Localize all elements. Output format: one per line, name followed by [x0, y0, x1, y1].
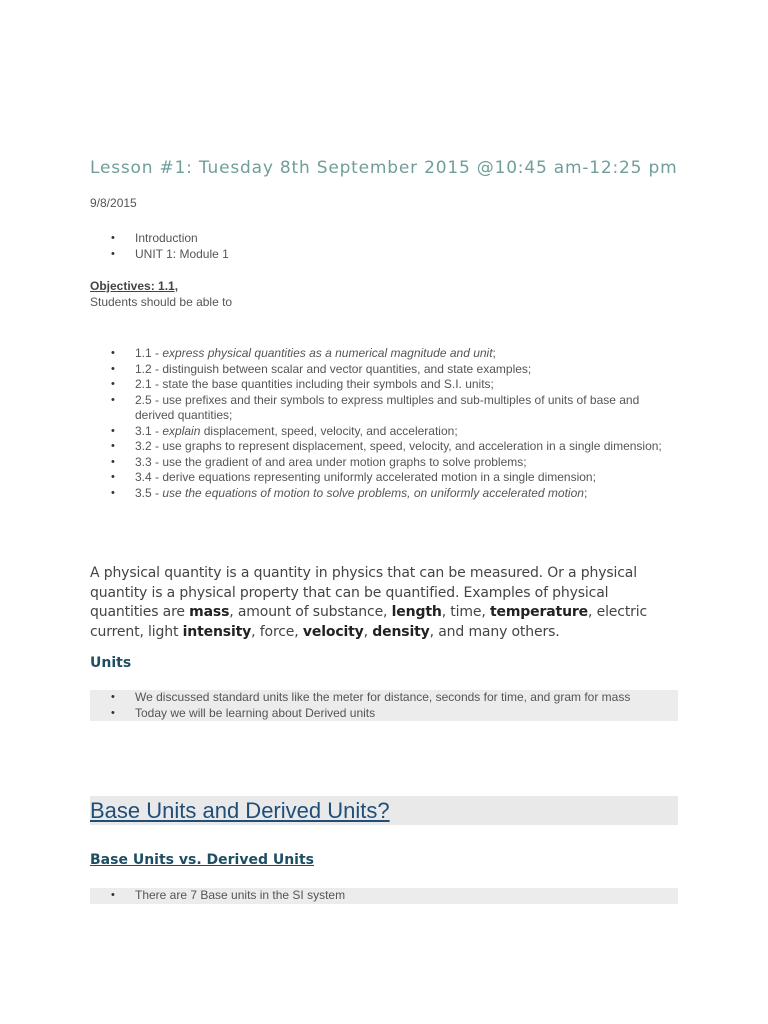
paragraph-text: , force, — [251, 623, 303, 640]
keyword-density: density — [372, 623, 430, 640]
base-units-subheading[interactable]: Base Units vs. Derived Units — [90, 852, 314, 868]
lesson-title: Lesson #1: Tuesday 8th September 2015 @10:45 am-12:25 pm — [90, 158, 678, 178]
paragraph-text: , — [363, 623, 373, 640]
units-heading: Units — [90, 655, 132, 671]
objective-item — [90, 424, 680, 440]
objective-suffix: ; — [492, 346, 496, 360]
base-units-heading[interactable]: Base Units and Derived Units? — [90, 796, 678, 825]
paragraph-text: , amount of substance, — [229, 604, 392, 620]
paragraph-text: , electric current, light — [90, 604, 648, 640]
list-item: • There are 7 Base units in the SI system — [90, 888, 678, 904]
objective-code: 3.1 - — [135, 423, 163, 438]
objective-item — [90, 362, 680, 378]
objective-code: 2.1 - — [135, 377, 163, 391]
objective-text: explain — [162, 423, 201, 438]
objective-code: 2.5 - — [135, 392, 163, 407]
objective-code: 3.4 - — [135, 470, 163, 484]
list-item: • Introduction — [90, 231, 650, 247]
objective-item — [90, 346, 680, 362]
objective-item — [90, 393, 680, 424]
objective-suffix: ; — [583, 485, 588, 500]
objective-code: 1.2 - — [135, 361, 163, 376]
objective-item — [90, 439, 680, 455]
keyword-intensity: intensity — [182, 623, 252, 640]
list-item: • We discussed standard units like the meter for distance, seconds for time, and gram for mass — [90, 690, 678, 706]
units-list — [90, 690, 678, 721]
objective-code: 3.2 - — [135, 439, 163, 453]
paragraph-text: , and many others. — [429, 623, 560, 640]
keyword-length: length — [391, 604, 442, 620]
physical-quantity-paragraph — [90, 564, 680, 642]
objective-suffix: displacement, speed, velocity, and acceleration; — [200, 423, 458, 438]
objective-text: use the gradient of and area under motion graphs to solve problems; — [162, 454, 527, 469]
objective-code: 3.5 - — [135, 485, 163, 500]
paragraph-text: A physical quantity is a quantity in physics that can be measured. Or a physical quantity is a physical property that can be quantified. Examples of physical quantities are — [90, 565, 637, 620]
objective-text: use graphs to represent displacement, speed, velocity, and acceleration in a single dimension; — [162, 439, 662, 453]
objective-item — [90, 377, 680, 393]
objectives-title: Objectives: 1.1, — [90, 279, 179, 293]
base-units-list — [90, 888, 678, 904]
objective-text: express physical quantities as a numerical magnitude and unit — [162, 346, 493, 360]
list-item: • Today we will be learning about Derived units — [90, 706, 678, 722]
intro-list — [90, 231, 650, 262]
objective-item — [90, 486, 680, 502]
objectives-subtitle: Students should be able to — [90, 295, 233, 309]
objective-item — [90, 455, 680, 471]
keyword-temperature: temperature — [489, 604, 588, 620]
objective-text: use prefixes and their symbols to express multiples and sub-multiples of units of base and derived quantities; — [135, 392, 640, 422]
objective-code: 1.1 - — [135, 346, 163, 360]
objective-text: derive equations representing uniformly accelerated motion in a single dimension; — [162, 470, 596, 484]
objective-text: distinguish between scalar and vector quantities, and state examples; — [162, 361, 532, 376]
objective-item — [90, 470, 680, 486]
keyword-mass: mass — [189, 604, 230, 620]
lesson-date: 9/8/2015 — [90, 196, 137, 210]
objectives-list — [90, 346, 680, 501]
objective-code: 3.3 - — [135, 454, 163, 469]
objective-text: use the equations of motion to solve problems, on uniformly accelerated motion — [162, 485, 584, 500]
paragraph-text: , time, — [441, 604, 490, 620]
list-item: • UNIT 1: Module 1 — [90, 247, 650, 263]
keyword-velocity: velocity — [302, 623, 364, 640]
objective-text: state the base quantities including their symbols and S.I. units; — [162, 377, 494, 391]
